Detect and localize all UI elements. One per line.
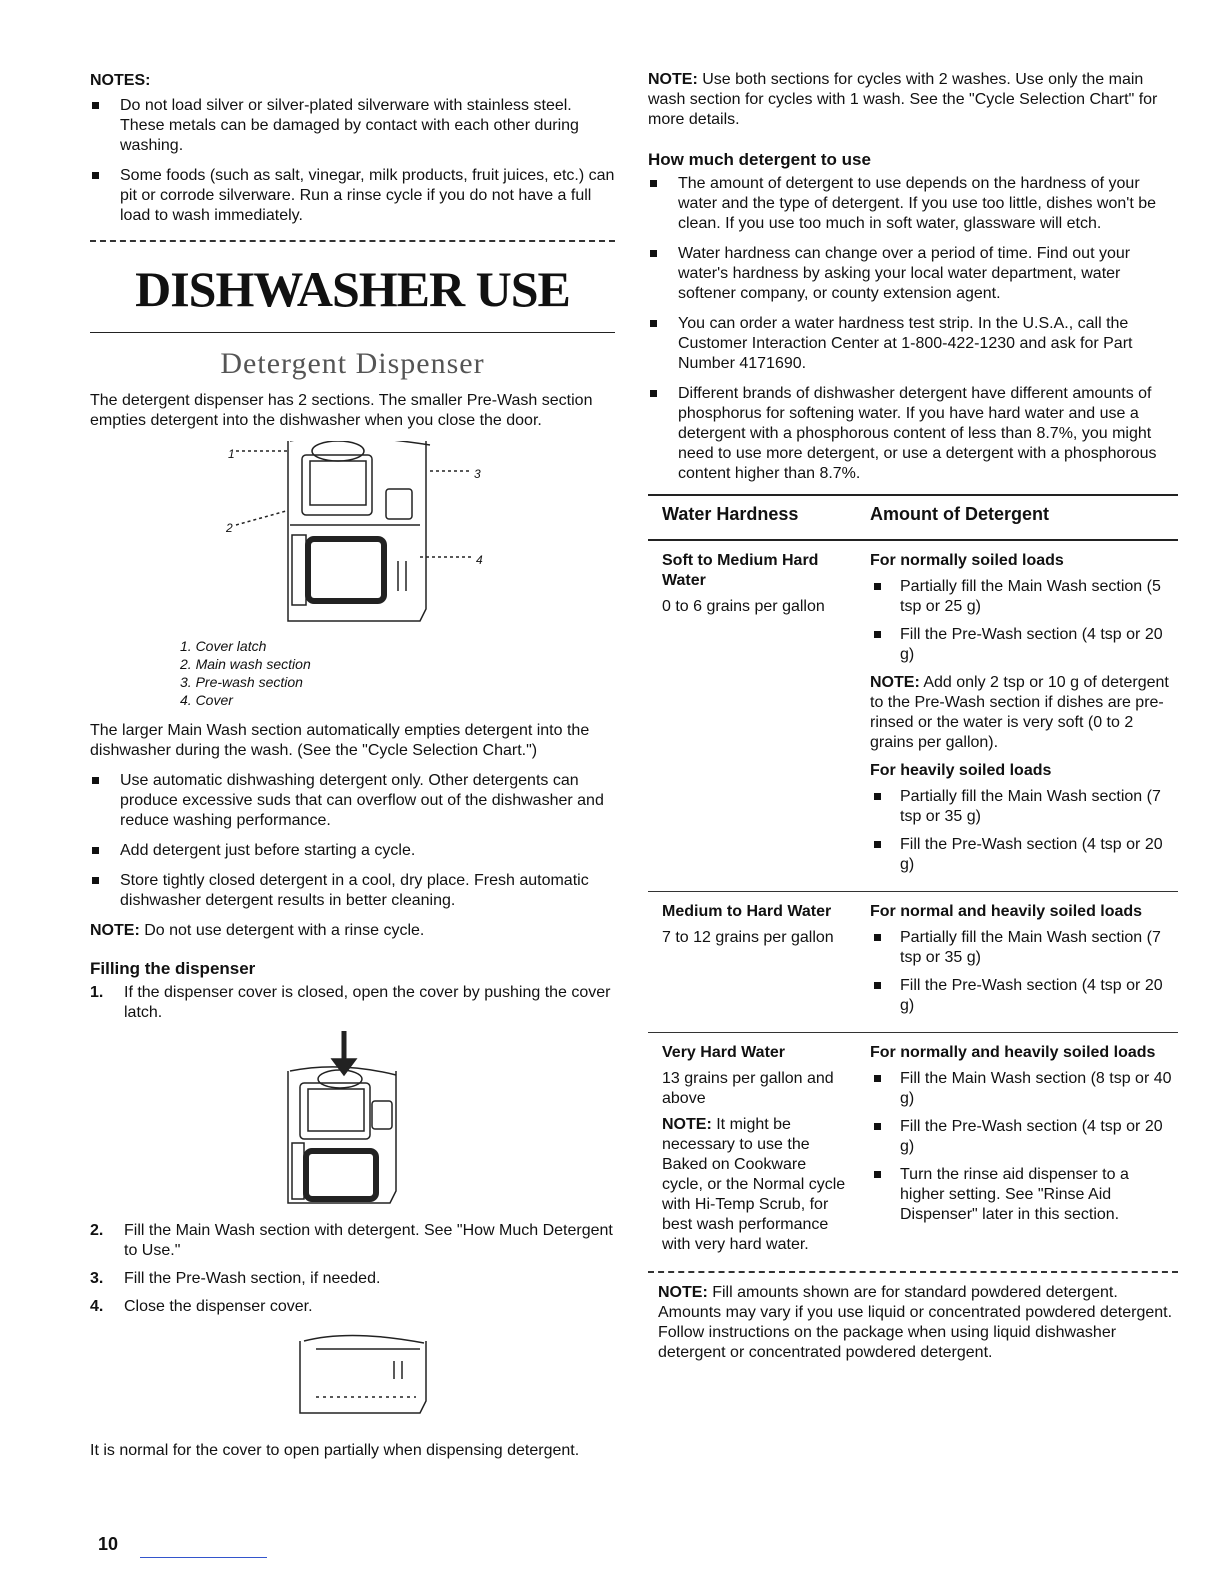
amount-item: Fill the Main Wash section (8 tsp or 40 g) xyxy=(870,1069,1172,1109)
bottom-note xyxy=(648,1283,1178,1363)
grains-text: 7 to 12 grains per gallon xyxy=(662,929,834,946)
dispenser-figure xyxy=(90,441,615,631)
closed-cover-figure xyxy=(90,1325,615,1425)
amount-item: Fill the Pre-Wash section (4 tsp or 20 g) xyxy=(870,976,1172,1016)
amount-item: Partially fill the Main Wash section (5 tsp or 25 g) xyxy=(870,577,1172,617)
load-heading: For normal and heavily soiled loads xyxy=(870,903,1143,920)
intro-text: The detergent dispenser has 2 sections. The smaller Pre-Wash section empties detergent into the dishwasher when you close the door. xyxy=(90,392,593,429)
note-label: NOTE: xyxy=(662,1116,712,1133)
footer-line xyxy=(140,1557,267,1558)
dashed-divider xyxy=(90,240,615,242)
hardness-cell xyxy=(648,1033,856,1264)
notes-heading: NOTES: xyxy=(90,72,151,89)
note-label: NOTE: xyxy=(658,1284,708,1301)
how-much-list xyxy=(648,174,1178,484)
section-title: DISHWASHER USE xyxy=(135,261,570,317)
amount-item: Partially fill the Main Wash section (7 tsp or 35 g) xyxy=(870,928,1172,968)
amount-list xyxy=(870,928,1172,1016)
step-item xyxy=(90,1269,615,1289)
step-number: 2. xyxy=(90,1222,104,1239)
page-number: 10 xyxy=(98,1534,119,1554)
note-text: Use both sections for cycles with 2 washes. Use only the main wash section for cycles with 1 wash. See the "Cycle Selection Chart" for more details. xyxy=(648,71,1158,128)
filling-steps xyxy=(90,983,615,1023)
amount-item: Fill the Pre-Wash section (4 tsp or 20 g) xyxy=(870,625,1172,665)
caption-cover: 4. Cover xyxy=(180,692,233,708)
how-much-item: Water hardness can change over a period of time. Find out your water's hardness by asking your local water department, water softener company, or county extension agent. xyxy=(648,244,1178,304)
step-text: Close the dispenser cover. xyxy=(124,1298,313,1315)
title-divider xyxy=(90,332,615,333)
callout-3: 3 xyxy=(474,467,481,481)
notes-item: Do not load silver or silver-plated silverware with stainless steel. These metals can be damaged by contact with each other during washing. xyxy=(90,96,615,156)
note-label: NOTE: xyxy=(870,674,920,691)
amount-cell xyxy=(856,1033,1178,1264)
callout-2: 2 xyxy=(226,521,233,535)
amount-item: Turn the rinse aid dispenser to a higher setting. See "Rinse Aid Dispenser" later in this section. xyxy=(870,1165,1172,1225)
note-label: NOTE: xyxy=(648,71,698,88)
step-item xyxy=(90,1221,615,1261)
closed-cover-illustration xyxy=(90,1325,615,1425)
step-number: 3. xyxy=(90,1270,104,1287)
row-note xyxy=(662,1115,850,1255)
load-heading: For normally soiled loads xyxy=(870,552,1064,569)
hardness-cell xyxy=(648,540,856,892)
water-hardness-table xyxy=(648,494,1178,1263)
table-row xyxy=(648,892,1178,1033)
note-text: Add only 2 tsp or 10 g of detergent to the Pre-Wash section if dishes are pre-rinsed or the water is very soft (0 to 2 grains per gallon). xyxy=(870,674,1169,751)
how-much-heading: How much detergent to use xyxy=(648,150,871,169)
caption-pre-wash: 3. Pre-wash section xyxy=(180,674,303,690)
table-row xyxy=(648,540,1178,892)
rinse-note xyxy=(90,921,615,941)
table-row xyxy=(648,1033,1178,1264)
hardness-label: Very Hard Water xyxy=(662,1044,786,1061)
filling-steps-cont xyxy=(90,1221,615,1317)
dispenser-illustration xyxy=(90,441,615,631)
step-number: 4. xyxy=(90,1298,104,1315)
push-latch-illustration xyxy=(90,1031,615,1207)
caption-main-wash: 2. Main wash section xyxy=(180,656,311,672)
hardness-label: Soft to Medium Hard Water xyxy=(662,552,819,589)
how-much-item: The amount of detergent to use depends on the hardness of your water and the type of detergent. If you use too little, dishes won't be clean. If you use too much in soft water, glassware will etch. xyxy=(648,174,1178,234)
table-bottom-rule xyxy=(648,1271,1178,1273)
how-much-item: Different brands of dishwasher detergent have different amounts of phosphorus for softening water. If you have hard water and use a detergent with a phosphorous content of less than 8.7%, you might need to use more detergent, or use a detergent with a phosphorous content higher than 8.7%. xyxy=(648,384,1178,484)
amount-list xyxy=(870,577,1172,665)
grains-text: 0 to 6 grains per gallon xyxy=(662,598,825,615)
step-text: Fill the Main Wash section with detergent. See "How Much Detergent to Use." xyxy=(124,1222,613,1259)
tip-item: Use automatic dishwashing detergent only. Other detergents can produce excessive suds that can overflow out of the dishwasher and reduce washing performance. xyxy=(90,771,615,831)
header-water-hardness: Water Hardness xyxy=(648,495,856,540)
how-much-item: You can order a water hardness test strip. In the U.S.A., call the Customer Interaction Center at 1-800-422-1230 and ask for Part Number 4171690. xyxy=(648,314,1178,374)
tip-item: Add detergent just before starting a cycle. xyxy=(90,841,615,861)
note-text: Do not use detergent with a rinse cycle. xyxy=(139,922,425,939)
step-text: If the dispenser cover is closed, open the cover by pushing the cover latch. xyxy=(124,984,611,1021)
grains-text: 13 grains per gallon and above xyxy=(662,1070,834,1107)
step-number: 1. xyxy=(90,984,104,1001)
hardness-cell xyxy=(648,892,856,1033)
note-text: Fill amounts shown are for standard powdered detergent. Amounts may vary if you use liquid or concentrated powdered detergent. Follow instructions on the package when using liquid dishwasher detergent or concentrated powdered detergent. xyxy=(658,1284,1173,1361)
tips-list xyxy=(90,771,615,911)
closing-text: It is normal for the cover to open partially when dispensing detergent. xyxy=(90,1442,580,1459)
top-note xyxy=(648,70,1178,130)
note-label: NOTE: xyxy=(90,922,140,939)
load-heading: For normally and heavily soiled loads xyxy=(870,1044,1156,1061)
row-note xyxy=(870,673,1172,753)
amount-cell xyxy=(856,540,1178,892)
callout-4: 4 xyxy=(476,553,483,567)
step-item xyxy=(90,983,615,1023)
filling-heading: Filling the dispenser xyxy=(90,959,256,978)
right-column xyxy=(648,70,1178,1373)
subsection-title: Detergent Dispenser xyxy=(220,347,485,380)
header-amount-detergent: Amount of Detergent xyxy=(856,495,1178,540)
notes-item: Some foods (such as salt, vinegar, milk products, fruit juices, etc.) can pit or corrode silverware. Run a rinse cycle if you do not have a full load to wash immediately. xyxy=(90,166,615,226)
push-latch-figure xyxy=(90,1031,615,1207)
callout-1: 1 xyxy=(228,447,235,461)
step-item xyxy=(90,1297,615,1317)
main-wash-text: The larger Main Wash section automatically empties detergent into the dishwasher during the wash. (See the "Cycle Selection Chart.") xyxy=(90,722,590,759)
notes-list xyxy=(90,96,615,226)
amount-list xyxy=(870,787,1172,875)
note-text: It might be necessary to use the Baked on Cookware cycle, or the Normal cycle with Hi-Temp Scrub, for best wash performance with very hard water. xyxy=(662,1116,846,1253)
hardness-label: Medium to Hard Water xyxy=(662,903,832,920)
amount-list xyxy=(870,1069,1172,1225)
tip-item: Store tightly closed detergent in a cool, dry place. Fresh automatic dishwasher detergent results in better cleaning. xyxy=(90,871,615,911)
figure-captions xyxy=(180,637,615,709)
amount-item: Partially fill the Main Wash section (7 tsp or 35 g) xyxy=(870,787,1172,827)
amount-item: Fill the Pre-Wash section (4 tsp or 20 g) xyxy=(870,835,1172,875)
amount-cell xyxy=(856,892,1178,1033)
table-header-row xyxy=(648,495,1178,540)
amount-item: Fill the Pre-Wash section (4 tsp or 20 g) xyxy=(870,1117,1172,1157)
load-heading: For heavily soiled loads xyxy=(870,762,1052,779)
step-text: Fill the Pre-Wash section, if needed. xyxy=(124,1270,381,1287)
caption-cover-latch: 1. Cover latch xyxy=(180,638,267,654)
left-column xyxy=(90,72,615,1471)
